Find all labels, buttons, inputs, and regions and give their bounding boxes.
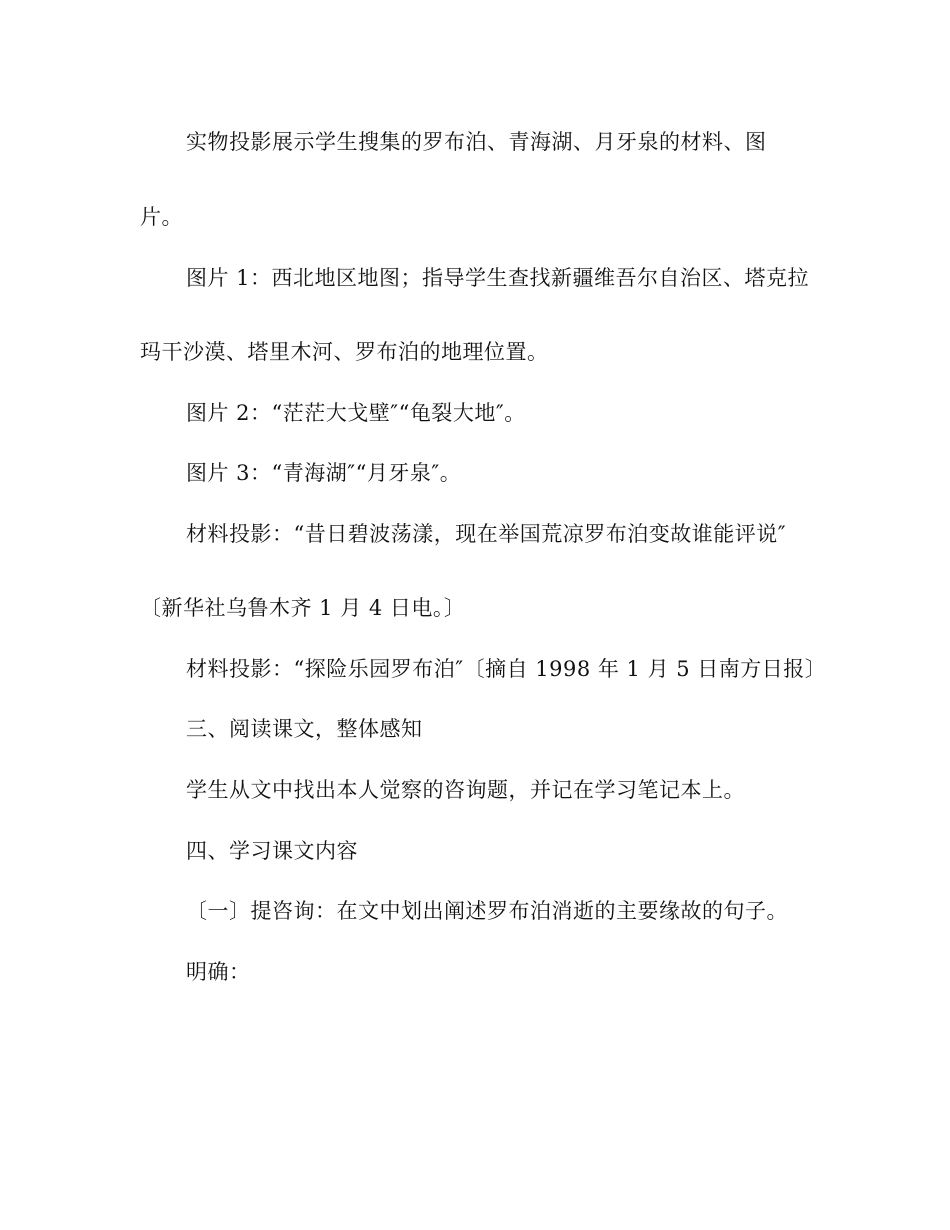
section-heading-3: 三、阅读课文，整体感知	[186, 717, 423, 741]
paragraph-line-14: 明确：	[186, 960, 251, 984]
section-heading-4: 四、学习课文内容	[186, 839, 358, 863]
paragraph-line-9: 材料投影：“探险乐园罗布泊″〔摘自 1998 年 1 月 5 日南方日报〕	[186, 657, 827, 681]
paragraph-line-8: 〔新华社乌鲁木齐 1 月 4 日电。〕	[140, 596, 466, 620]
paragraph-line-13: 〔一〕提咨询：在文中划出阐述罗布泊消逝的主要缘故的句子。	[186, 899, 788, 923]
paragraph-line-11: 学生从文中找出本人觉察的咨询题，并记在学习笔记本上。	[186, 778, 745, 802]
paragraph-line-5: 图片 2：“茫茫大戈壁″“龟裂大地″。	[186, 401, 526, 425]
paragraph-line-6: 图片 3：“青海湖″“月牙泉″。	[186, 461, 462, 485]
paragraph-line-3: 图片 1：西北地区地图；指导学生查找新疆维吾尔自治区、塔克拉	[186, 266, 810, 290]
paragraph-line-1: 实物投影展示学生搜集的罗布泊、青海湖、月牙泉的材料、图	[186, 130, 767, 154]
paragraph-line-2: 片。	[140, 205, 183, 229]
paragraph-line-7: 材料投影：“昔日碧波荡漾，现在举国荒凉罗布泊变故谁能评说″	[186, 522, 787, 546]
paragraph-line-4: 玛干沙漠、塔里木河、罗布泊的地理位置。	[140, 340, 549, 364]
